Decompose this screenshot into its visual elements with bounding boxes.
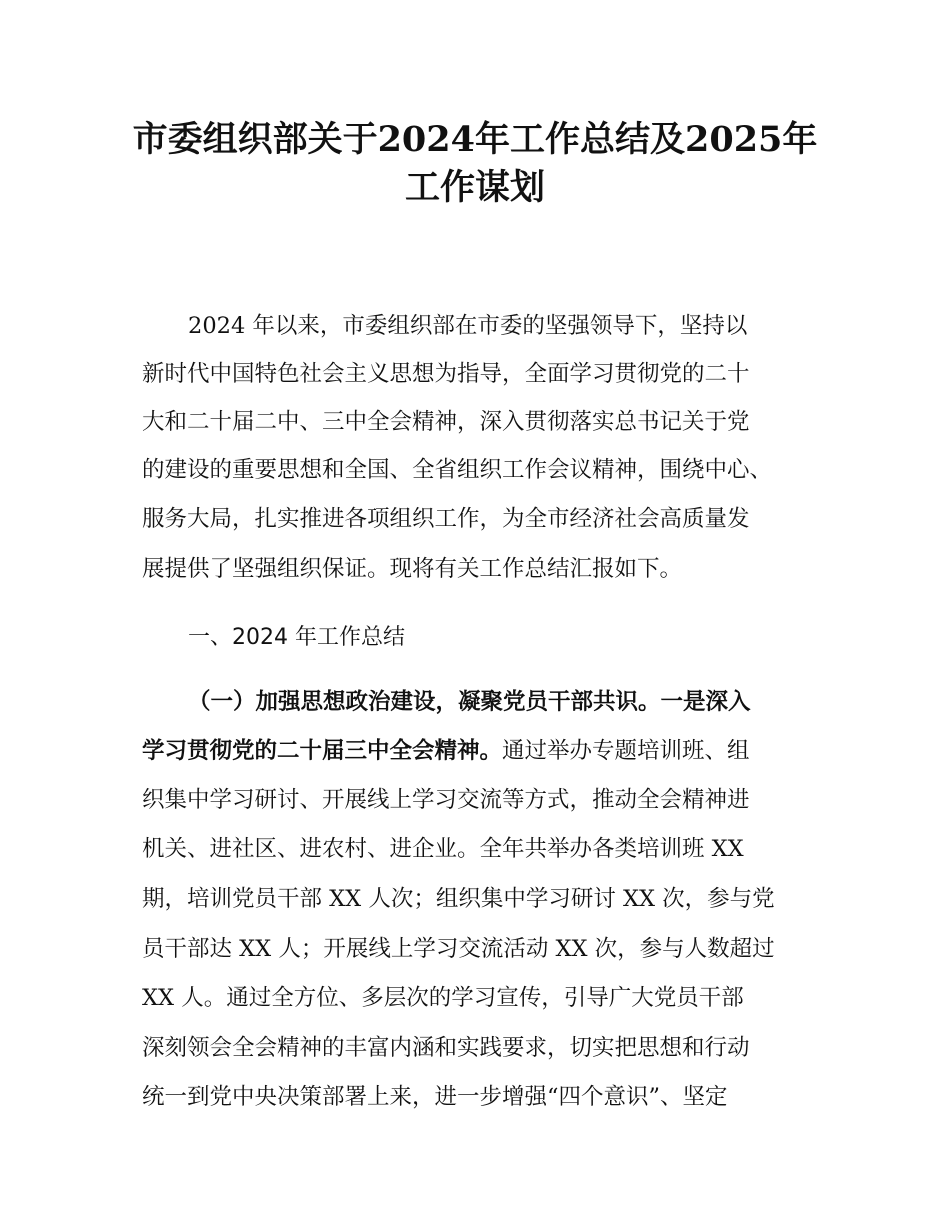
document-title-line-2: 工作谋划 xyxy=(404,167,545,208)
subsection-heading: （一）加强思想政治建设，凝聚党员干部共识。一是深入 xyxy=(188,689,751,715)
body-line: 期，培训党员干部 XX 人次；组织集中学习研讨 XX 次，参与党 xyxy=(142,886,775,912)
subsection-line xyxy=(142,734,842,768)
body-line: 员干部达 XX 人；开展线上学习交流活动 XX 次，参与人数超过 xyxy=(142,936,775,962)
intro-paragraph-line: 的建设的重要思想和全国、全省组织工作会议精神，围绕中心、 xyxy=(142,457,773,483)
intro-paragraph-line: 2024 年以来，市委组织部在市委的坚强领导下，坚持以 xyxy=(188,313,748,339)
body-line: 深刻领会全会精神的丰富内涵和实践要求，切实把思想和行动 xyxy=(142,1035,750,1061)
subsection-lead-rest: 通过举办专题培训班、组 xyxy=(502,738,750,764)
intro-paragraph-line: 展提供了坚强组织保证。现将有关工作总结汇报如下。 xyxy=(142,556,683,582)
section-heading: 一、2024 年工作总结 xyxy=(188,625,405,650)
document-title-line-1: 市委组织部关于2024年工作总结及2025年 xyxy=(132,119,818,160)
intro-paragraph-line: 新时代中国特色社会主义思想为指导，全面学习贯彻党的二十 xyxy=(142,361,750,387)
body-line: XX 人。通过全方位、多层次的学习宣传，引导广大党员干部 xyxy=(142,985,744,1011)
body-line: 统一到党中央决策部署上来，进一步增强“四个意识”、坚定 xyxy=(142,1084,728,1110)
intro-paragraph-line: 服务大局，扎实推进各项组织工作，为全市经济社会高质量发 xyxy=(142,506,750,532)
body-line: 机关、进社区、进农村、进企业。全年共举办各类培训班 XX xyxy=(142,836,744,862)
body-line: 织集中学习研讨、开展线上学习交流等方式，推动全会精神进 xyxy=(142,787,750,813)
subsection-lead-bold: 学习贯彻党的二十届三中全会精神。 xyxy=(142,738,503,764)
intro-paragraph-line: 大和二十届二中、三中全会精神，深入贯彻落实总书记关于党 xyxy=(142,409,750,435)
